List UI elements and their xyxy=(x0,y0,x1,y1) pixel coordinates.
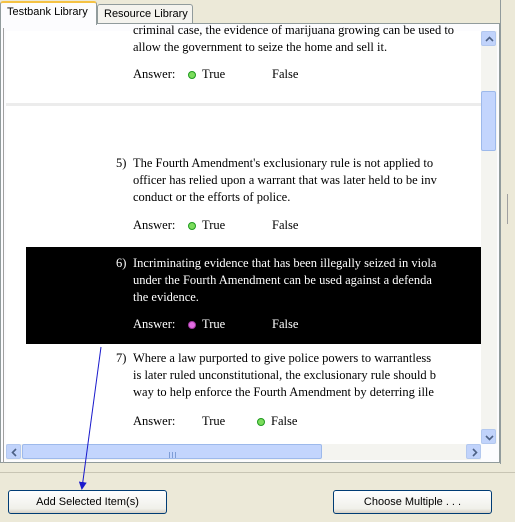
question-text-line: Incriminating evidence that has been illegally seized in viola xyxy=(133,256,437,270)
question-text-line: criminal case, the evidence of marijuana growing can be used to xyxy=(133,23,455,37)
question-text-line: allow the government to seize the home and sell it. xyxy=(133,40,388,54)
false-label: False xyxy=(272,218,299,232)
horizontal-scroll-thumb[interactable] xyxy=(22,444,322,459)
chevron-down-icon xyxy=(485,433,494,442)
false-option[interactable] xyxy=(257,414,297,429)
true-label: True xyxy=(202,414,226,428)
tab-testbank-library[interactable] xyxy=(0,1,97,25)
tab-divider xyxy=(500,0,501,24)
question-text-line: under the Fourth Amendment can be used against a defenda xyxy=(133,273,432,287)
scroll-down-button[interactable] xyxy=(481,429,496,444)
false-label: False xyxy=(271,414,298,428)
question-text-line: is later ruled unconstitutional, the exclusionary rule should b xyxy=(133,368,437,382)
chevron-right-icon xyxy=(470,448,479,457)
true-label: True xyxy=(202,218,226,232)
question-text-line: conduct or the efforts of police. xyxy=(133,190,291,204)
choose-multiple-button[interactable]: Choose Multiple . . . xyxy=(333,490,492,514)
correct-answer-icon xyxy=(188,321,196,329)
scroll-left-button[interactable] xyxy=(6,444,21,459)
true-option[interactable] xyxy=(188,67,225,82)
correct-answer-icon xyxy=(257,418,265,426)
question-text-line: the evidence. xyxy=(133,290,199,304)
false-option[interactable] xyxy=(272,67,298,82)
vertical-scrollbar[interactable] xyxy=(481,31,497,444)
question-number: 6) xyxy=(116,256,127,270)
false-option[interactable] xyxy=(272,317,298,332)
question-text-line: officer has relied upon a warrant that was later held to be inv xyxy=(133,173,437,187)
false-label: False xyxy=(272,67,299,81)
scroll-right-button[interactable] xyxy=(466,444,481,459)
correct-answer-icon xyxy=(188,71,196,79)
tab-bar xyxy=(0,0,515,24)
question-text-line: way to help enforce the Fourth Amendment by deterring ille xyxy=(133,385,434,399)
question-text-line: Where a law purported to give police powers to warrantless xyxy=(133,351,432,365)
tab-label: Testbank Library xyxy=(7,6,88,18)
tab-resource-library[interactable] xyxy=(97,4,193,24)
false-label: False xyxy=(272,317,299,331)
false-option[interactable] xyxy=(272,218,298,233)
chevron-left-icon xyxy=(10,448,19,457)
divider xyxy=(0,472,515,473)
scroll-up-button[interactable] xyxy=(481,31,496,46)
chevron-up-icon xyxy=(485,35,494,44)
splitter-grip xyxy=(507,194,508,224)
question-text-line: The Fourth Amendment's exclusionary rule is not applied to xyxy=(133,156,434,170)
answer-label: Answer: xyxy=(133,67,176,81)
true-option[interactable] xyxy=(188,317,225,332)
tab-label: Resource Library xyxy=(104,8,188,20)
true-option[interactable] xyxy=(202,414,225,429)
question-number: 5) xyxy=(116,156,127,170)
question-number: 7) xyxy=(116,351,127,365)
horizontal-scrollbar[interactable] xyxy=(6,444,481,460)
true-label: True xyxy=(202,67,226,81)
splitter[interactable] xyxy=(500,24,515,464)
vertical-scroll-thumb[interactable] xyxy=(481,91,496,151)
render-artifact xyxy=(6,96,481,126)
true-label: True xyxy=(202,317,226,331)
answer-label: Answer: xyxy=(133,414,176,428)
question-list[interactable] xyxy=(6,23,481,444)
render-artifact xyxy=(6,103,481,106)
answer-label: Answer: xyxy=(133,218,176,232)
add-selected-items-button[interactable]: Add Selected Item(s) xyxy=(8,490,167,514)
grip-icon xyxy=(169,449,179,455)
answer-label: Answer: xyxy=(133,317,176,331)
correct-answer-icon xyxy=(188,222,196,230)
true-option[interactable] xyxy=(188,218,225,233)
question-item-selected[interactable] xyxy=(26,247,481,344)
